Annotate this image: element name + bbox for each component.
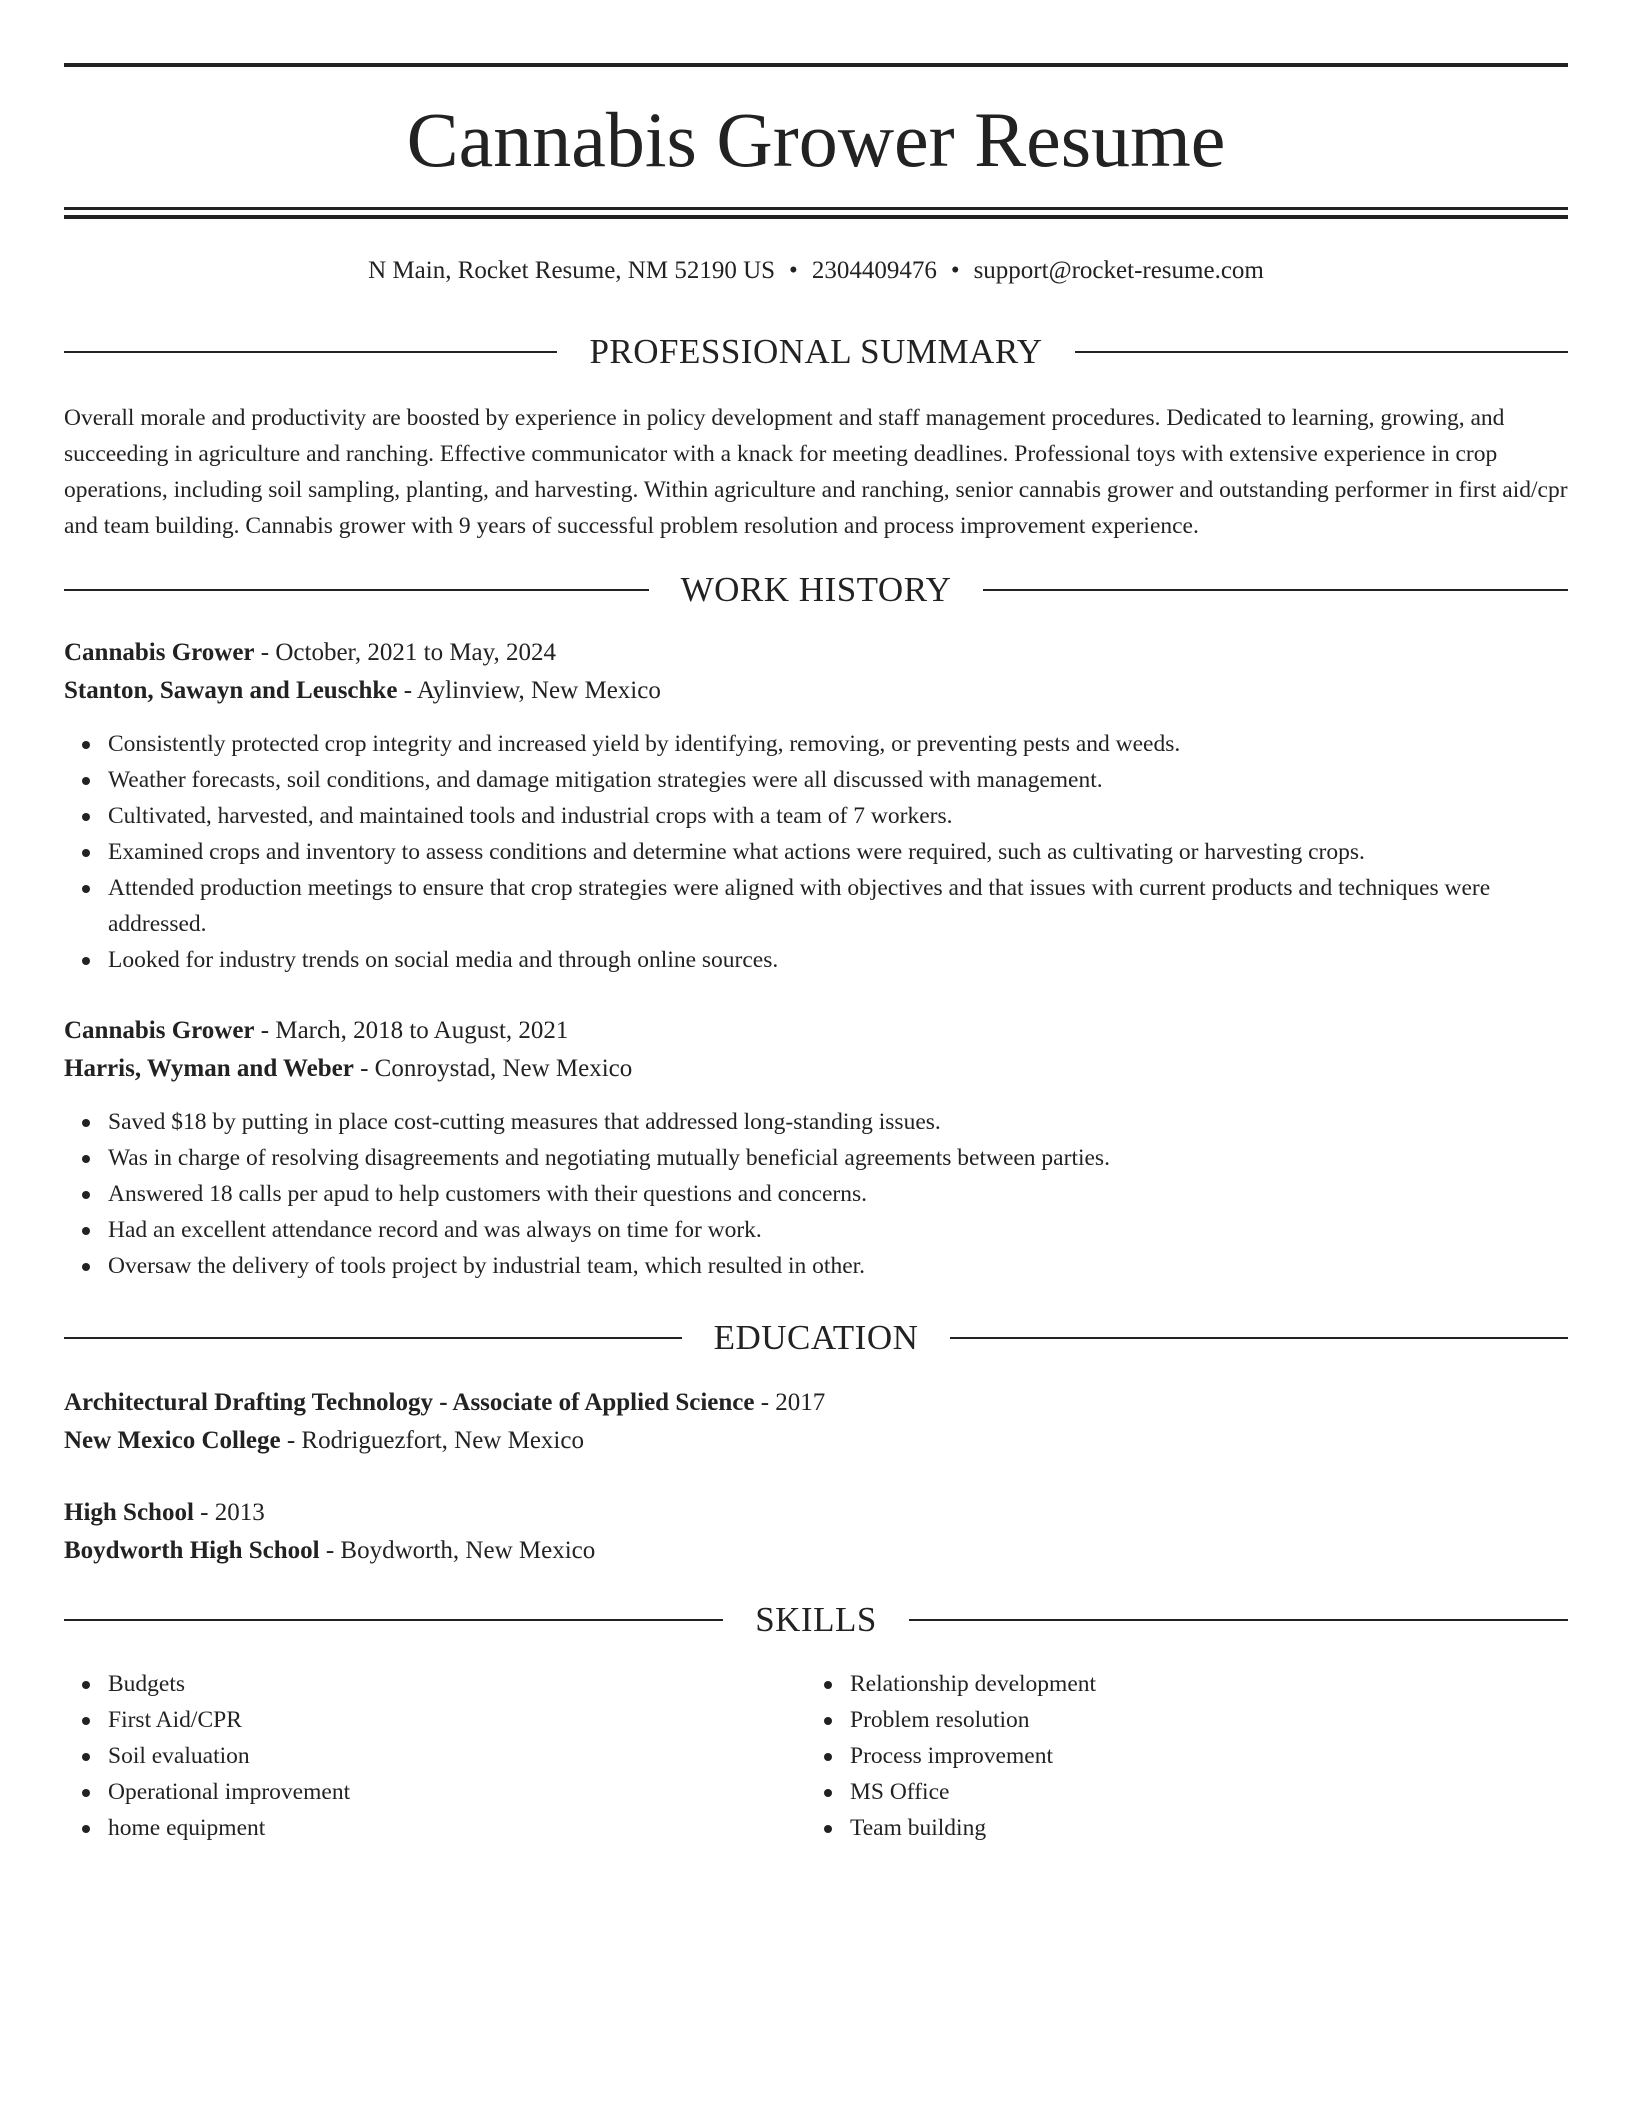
skill-item: MS Office (850, 1774, 1506, 1810)
skill-item: Problem resolution (850, 1702, 1506, 1738)
job-title-line (64, 1014, 1568, 1048)
list-item: Oversaw the delivery of tools project by industrial team, which resulted in other. (108, 1248, 1568, 1284)
contact-separator: • (950, 257, 960, 284)
job-company: Stanton, Sawayn and Leuschke (64, 677, 398, 704)
list-item: Attended production meetings to ensure that crop strategies were aligned with objectives and that issues with current products and techniques were addressed. (108, 870, 1568, 942)
resume-title: Cannabis Grower Resume (406, 96, 1226, 183)
section-title: SKILLS (755, 1600, 877, 1639)
job-company-line (64, 1052, 1568, 1086)
education-school-line (64, 1424, 1568, 1458)
job-dates: - March, 2018 to August, 2021 (254, 1017, 569, 1044)
section-title: EDUCATION (713, 1318, 919, 1357)
job-title: Cannabis Grower (64, 1017, 255, 1044)
job-company-line (64, 674, 1568, 708)
job-bullet-list (64, 726, 1568, 978)
section-heading-work-history (64, 568, 1568, 612)
education-year: - 2013 (193, 1499, 265, 1526)
summary-text: Overall morale and productivity are boosted by experience in policy development and staff management procedures. Dedicated to learning, growing, and succeeding in agriculture and ranching. Effective communicator with a knack for meeting deadlines. Professional toys with extensive experience in crop operations, including soil sampling, planting, and harvesting. Within agriculture and ranching, senior cannabis grower and outstanding performer in first aid/cpr and team building. Cannabis grower with 9 years of successful problem resolution and process improvement experience. (64, 405, 1568, 539)
contact-separator: • (789, 257, 798, 284)
list-item: Saved $18 by putting in place cost-cutting measures that addressed long-standing issues. (108, 1104, 1568, 1140)
section-heading-summary (64, 330, 1568, 374)
list-item: Answered 18 calls per apud to help customers with their questions and concerns. (108, 1176, 1568, 1212)
job-location: - Conroystad, New Mexico (353, 1055, 633, 1082)
skill-item: Team building (850, 1810, 1506, 1846)
skills-list-right (806, 1666, 1506, 1846)
skill-item: Soil evaluation (108, 1738, 764, 1774)
contact-email: support@rocket-resume.com (973, 257, 1264, 284)
education-school-line (64, 1534, 1568, 1568)
skill-item: Process improvement (850, 1738, 1506, 1774)
education-degree-line (64, 1496, 1568, 1530)
list-item: Examined crops and inventory to assess conditions and determine what actions were required, such as cultivating or harvesting crops. (108, 834, 1568, 870)
education-year: - 2017 (754, 1389, 826, 1416)
job-dates: - October, 2021 to May, 2024 (254, 639, 557, 666)
job-title: Cannabis Grower (64, 639, 255, 666)
job-company: Harris, Wyman and Weber (64, 1055, 354, 1082)
section-title: WORK HISTORY (680, 570, 952, 609)
education-location: - Boydworth, New Mexico (319, 1537, 596, 1564)
heading-rule (64, 1337, 682, 1339)
heading-rule (909, 1619, 1568, 1621)
list-item: Weather forecasts, soil conditions, and damage mitigation strategies were all discussed with management. (108, 762, 1568, 798)
skill-item: home equipment (108, 1810, 764, 1846)
skill-item: Operational improvement (108, 1774, 764, 1810)
heading-rule (1075, 351, 1568, 353)
heading-rule (64, 351, 557, 353)
section-title: PROFESSIONAL SUMMARY (589, 332, 1043, 371)
heading-rule (64, 1619, 723, 1621)
list-item: Consistently protected crop integrity and increased yield by identifying, removing, or preventing pests and weeds. (108, 726, 1568, 762)
skill-item: Relationship development (850, 1666, 1506, 1702)
job-title-line (64, 636, 1568, 670)
contact-phone: 2304409476 (811, 257, 937, 284)
education-location: - Rodriguezfort, New Mexico (280, 1427, 584, 1454)
job-location: - Aylinview, New Mexico (397, 677, 661, 704)
skill-item: First Aid/CPR (108, 1702, 764, 1738)
education-degree: High School (64, 1499, 194, 1526)
contact-line (64, 254, 1568, 288)
heading-rule (983, 589, 1568, 591)
title-rule-upper (64, 207, 1568, 210)
title-rule-lower (64, 215, 1568, 219)
heading-rule (64, 589, 649, 591)
section-heading-skills (64, 1598, 1568, 1642)
education-degree: Architectural Drafting Technology - Associate of Applied Science (64, 1389, 755, 1416)
list-item: Had an excellent attendance record and was always on time for work. (108, 1212, 1568, 1248)
education-degree-line (64, 1386, 1568, 1420)
education-school: Boydworth High School (64, 1537, 320, 1564)
heading-rule (950, 1337, 1568, 1339)
top-rule (64, 63, 1568, 67)
list-item: Was in charge of resolving disagreements and negotiating mutually beneficial agreements between parties. (108, 1140, 1568, 1176)
skills-list-left (64, 1666, 764, 1846)
job-bullet-list (64, 1104, 1568, 1284)
list-item: Cultivated, harvested, and maintained tools and industrial crops with a team of 7 workers. (108, 798, 1568, 834)
skill-item: Budgets (108, 1666, 764, 1702)
contact-address: N Main, Rocket Resume, NM 52190 US (368, 257, 776, 284)
list-item: Looked for industry trends on social media and through online sources. (108, 942, 1568, 978)
education-school: New Mexico College (64, 1427, 281, 1454)
section-heading-education (64, 1316, 1568, 1360)
